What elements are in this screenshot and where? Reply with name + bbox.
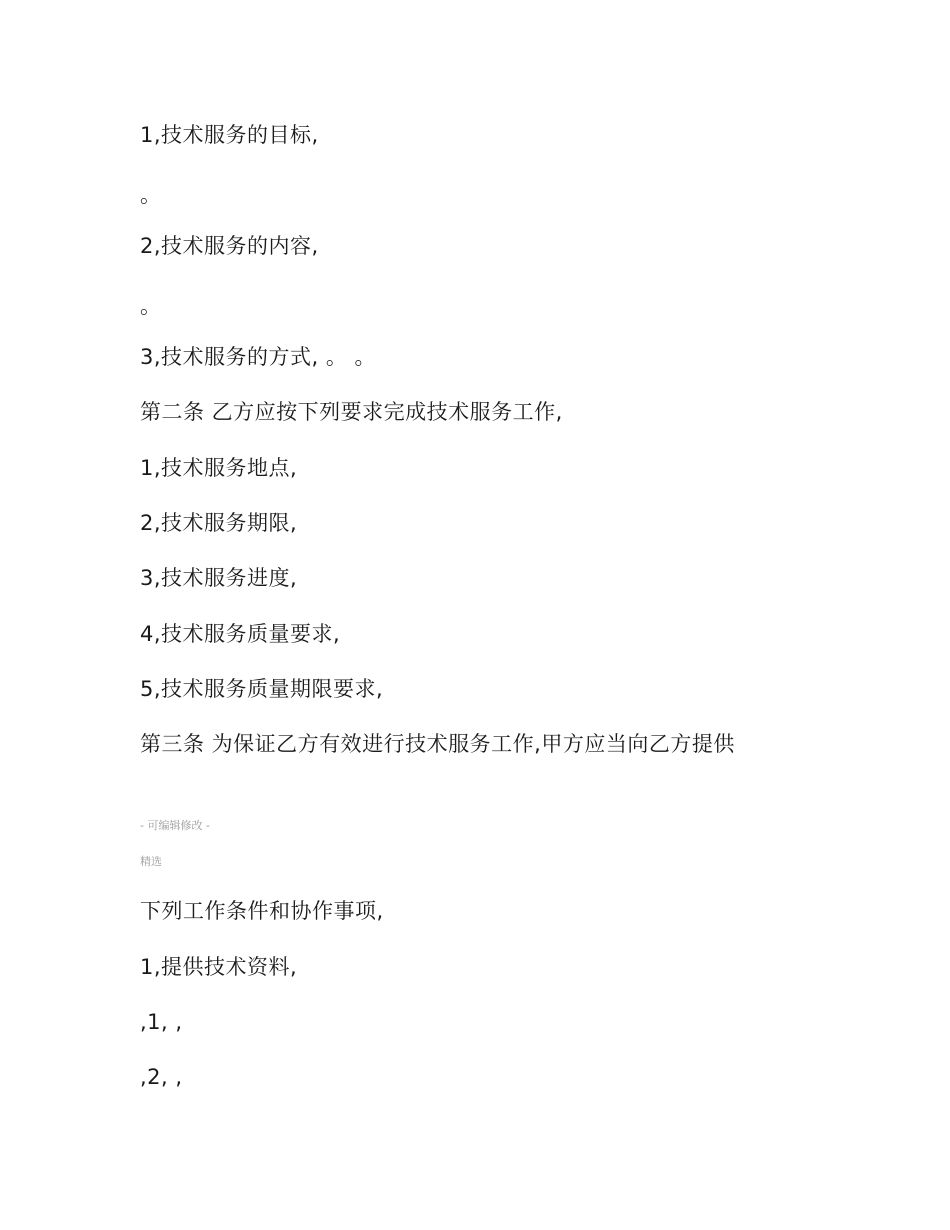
sub-item-2: ,2, , [140,1065,183,1089]
sub-item-1: ,1, , [140,1010,183,1034]
article-two-heading: 第二条 乙方应按下列要求完成技术服务工作, [140,400,563,424]
item-provide-tech-data: 1,提供技术资料, [140,955,298,979]
blank-period-line: 。 [140,183,162,207]
editable-watermark: - 可编辑修改 - [140,819,210,832]
item-service-progress: 3,技术服务进度, [140,566,298,590]
item-service-goal: 1,技术服务的目标, [140,123,319,147]
selected-watermark: 精选 [140,855,162,868]
article-three-continued: 下列工作条件和协作事项, [140,899,384,923]
item-service-method: 3,技术服务的方式, 。 。 [140,345,377,369]
item-service-location: 1,技术服务地点, [140,456,298,480]
item-service-quality-period: 5,技术服务质量期限要求, [140,677,384,701]
blank-period-line: 。 [140,294,162,318]
item-service-quality: 4,技术服务质量要求, [140,622,341,646]
item-service-period: 2,技术服务期限, [140,511,298,535]
item-service-content: 2,技术服务的内容, [140,234,319,258]
article-three-paragraph: 第三条 为保证乙方有效进行技术服务工作,甲方应当向乙方提供 [140,732,735,756]
